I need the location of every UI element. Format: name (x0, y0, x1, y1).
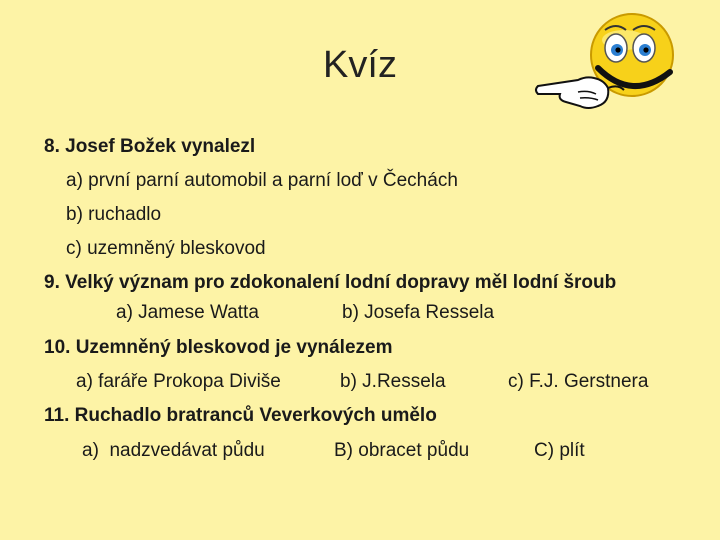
question-8-option-a: a) první parní automobil a parní loď v Čechách (66, 170, 458, 191)
question-8: 8. Josef Božek vynalezl (44, 136, 256, 157)
question-9-option-a: a) Jamese Watta (116, 302, 259, 323)
question-11-option-a: a) nadzvedávat půdu (82, 440, 265, 461)
pointing-smiley-icon (532, 10, 702, 118)
question-11-option-b: B) obracet půdu (334, 440, 470, 461)
question-8-option-c: c) uzemněný bleskovod (66, 238, 266, 259)
question-9-option-b: b) Josefa Ressela (342, 302, 495, 323)
question-10-option-b: b) J.Ressela (340, 371, 446, 392)
question-10: 10. Uzemněný bleskovod je vynálezem (44, 337, 393, 358)
question-10-option-a: a) faráře Prokopa Diviše (76, 371, 281, 392)
question-10-option-c: c) F.J. Gerstnera (508, 371, 649, 392)
question-11: 11. Ruchadlo bratranců Veverkových umělo (44, 405, 437, 426)
slide-title: Kvíz (323, 44, 397, 86)
question-11-option-c: C) plít (534, 440, 585, 461)
question-9: 9. Velký význam pro zdokonalení lodní dopravy měl lodní šroub (44, 272, 617, 293)
question-8-option-b: b) ruchadlo (66, 204, 162, 225)
